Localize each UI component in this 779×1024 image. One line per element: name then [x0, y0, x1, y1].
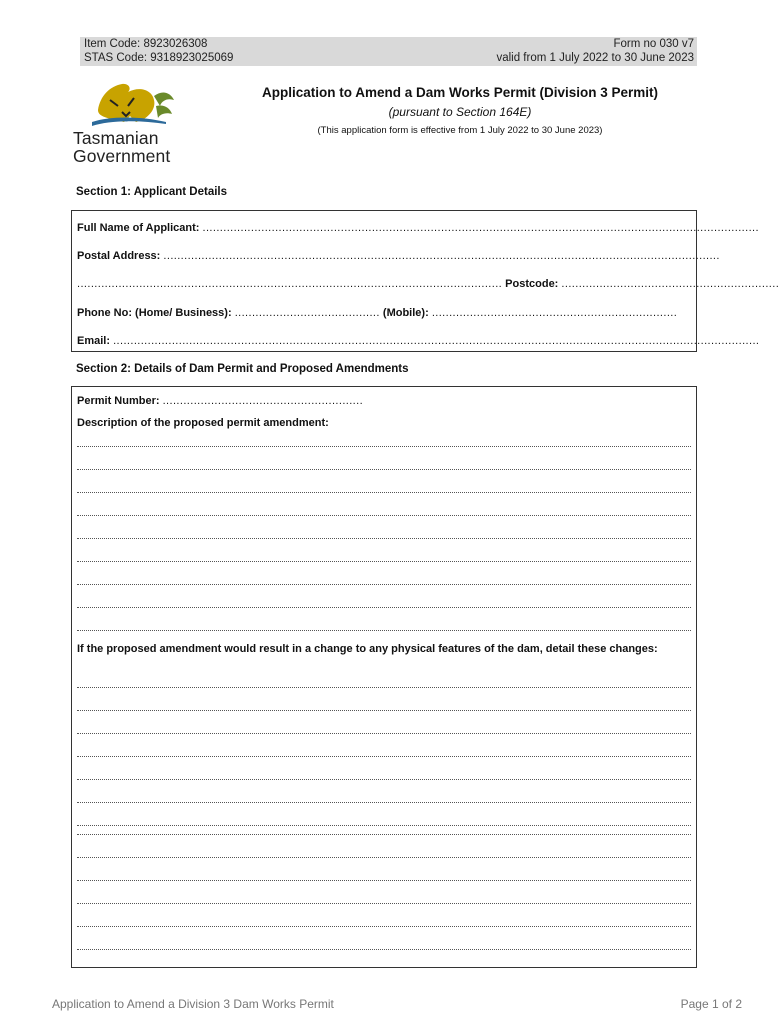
section1-title: Section 1: Applicant Details	[76, 186, 228, 198]
description-line[interactable]	[77, 445, 691, 447]
physical-changes-line[interactable]	[77, 833, 691, 835]
section2-title: Section 2: Details of Dam Permit and Proposed Amendments	[76, 363, 409, 375]
full-name-field[interactable]: Full Name of Applicant: .................................................................................................................................................................	[77, 222, 759, 234]
permit-details-box	[71, 386, 697, 968]
valid-period: valid from 1 July 2022 to 30 June 2023	[496, 52, 694, 64]
physical-changes-line[interactable]	[77, 709, 691, 711]
postcode-label: Postcode:	[505, 278, 559, 290]
physical-changes-line[interactable]	[77, 879, 691, 881]
description-line[interactable]	[77, 468, 691, 470]
page-subtitle: (pursuant to Section 164E)	[388, 105, 532, 119]
logo-line-2: Government	[73, 146, 171, 166]
email-label: Email:	[77, 335, 111, 347]
physical-changes-line[interactable]	[77, 732, 691, 734]
physical-changes-line[interactable]	[77, 801, 691, 803]
logo-text	[73, 129, 170, 165]
permit-number-label: Permit Number:	[77, 395, 160, 407]
footer-title: Application to Amend a Division 3 Dam Works Permit	[52, 997, 334, 1011]
physical-changes-line[interactable]	[77, 686, 691, 688]
physical-changes-line[interactable]	[77, 925, 691, 927]
postal-address-line-2[interactable]: ........................................................................................................................... Postcode: ...............................................................	[77, 278, 779, 290]
phone-field[interactable]: Phone No: (Home/ Business): .......................................... (Mobile): .......................................................................	[77, 307, 678, 319]
phone-label: Phone No: (Home/ Business):	[77, 307, 232, 319]
item-code: Item Code: 8923026308	[84, 38, 208, 50]
description-line[interactable]	[77, 629, 691, 631]
header-bar	[80, 37, 697, 66]
header-form-info	[496, 37, 694, 65]
physical-changes-label: If the proposed amendment would result in a change to any physical features of the dam, detail these changes:	[77, 643, 658, 655]
physical-changes-line[interactable]	[77, 824, 691, 826]
physical-changes-line[interactable]	[77, 948, 691, 950]
description-line[interactable]	[77, 583, 691, 585]
stas-code: STAS Code: 9318923025069	[84, 52, 234, 64]
postal-address-field[interactable]: Postal Address: .................................................................................................................................................................	[77, 250, 720, 262]
description-line[interactable]	[77, 491, 691, 493]
physical-changes-line[interactable]	[77, 778, 691, 780]
page-title: Application to Amend a Dam Works Permit (Division 3 Permit)	[261, 85, 659, 100]
permit-number-field[interactable]: Permit Number: ..........................................................	[77, 395, 364, 407]
physical-changes-line[interactable]	[77, 902, 691, 904]
description-line[interactable]	[77, 606, 691, 608]
header-codes	[84, 37, 233, 65]
description-label: Description of the proposed permit amendment:	[77, 417, 329, 429]
applicant-details-box	[71, 210, 779, 352]
postal-address-label: Postal Address:	[77, 250, 161, 262]
physical-changes-line[interactable]	[77, 856, 691, 858]
form-number: Form no 030 v7	[613, 38, 694, 50]
description-line[interactable]	[77, 560, 691, 562]
effective-notice: (This application form is effective from 1 July 2022 to 30 June 2023)	[317, 125, 603, 136]
page-number: Page 1 of 2	[680, 997, 742, 1011]
physical-changes-line[interactable]	[77, 755, 691, 757]
email-field[interactable]: Email: ...........................................................................................................................................................................................	[77, 335, 760, 347]
description-line[interactable]	[77, 514, 691, 516]
logo-line-1: Tasmanian	[73, 128, 159, 148]
mobile-label: (Mobile):	[382, 307, 429, 319]
full-name-label: Full Name of Applicant:	[77, 222, 200, 234]
description-line[interactable]	[77, 537, 691, 539]
